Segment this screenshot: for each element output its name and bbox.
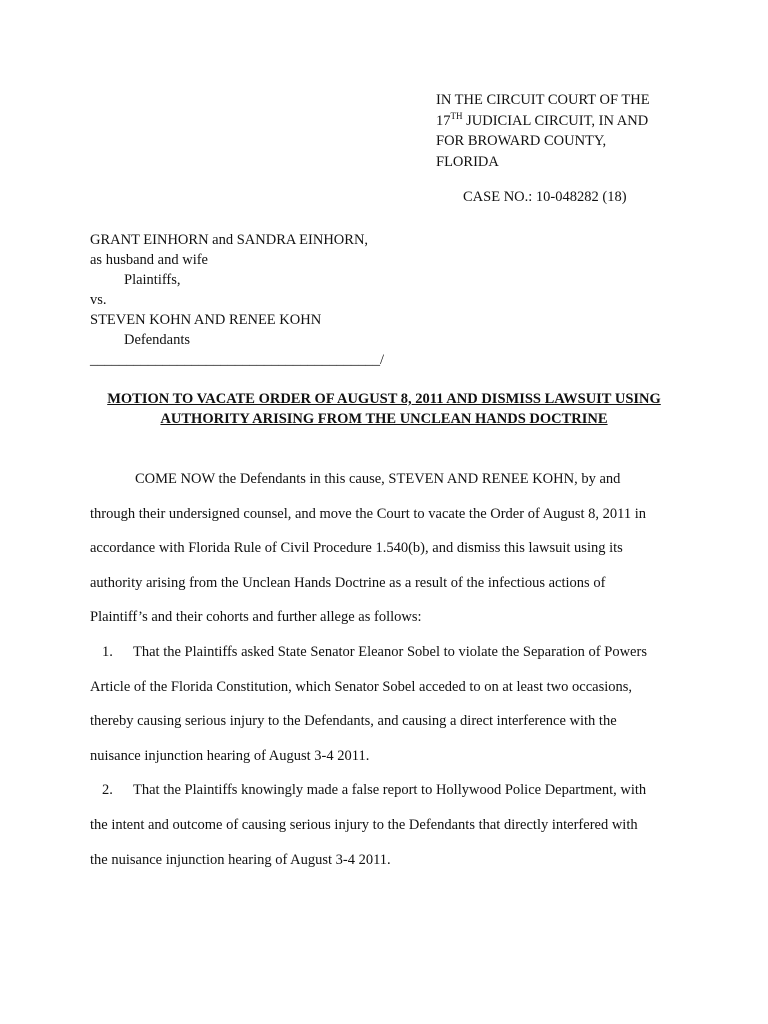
item-text: That the Plaintiffs asked State Senator Eleanor Sobel to violate the Separation of Powers xyxy=(133,643,647,660)
item-number: 1. xyxy=(102,643,113,660)
intro-line: through their undersigned counsel, and move the Court to vacate the Order of August 8, 2011 in xyxy=(90,505,646,522)
item-line: Article of the Florida Constitution, which Senator Sobel acceded to on at least two occasions, xyxy=(90,678,633,695)
item-first-line xyxy=(90,635,690,670)
motion-title xyxy=(80,389,688,429)
numbered-item-2 xyxy=(90,773,690,877)
circuit-number: 17 xyxy=(436,112,451,129)
court-header-line4: FLORIDA xyxy=(436,153,499,170)
case-number: CASE NO.: 10-048282 (18) xyxy=(463,189,627,205)
motion-title-line1: MOTION TO VACATE ORDER OF AUGUST 8, 2011 AND DISMISS LAWSUIT USING xyxy=(107,391,661,407)
court-header-line2-rest: JUDICIAL CIRCUIT, IN AND xyxy=(462,112,649,129)
defendants-label: Defendants xyxy=(124,332,191,348)
intro-line: Plaintiff’s and their cohorts and further allege as follows: xyxy=(90,609,422,626)
court-header xyxy=(436,90,736,172)
caption-rule-line: ________________________________________/ xyxy=(90,352,385,368)
intro-line: accordance with Florida Rule of Civil Procedure 1.540(b), and dismiss this lawsuit using its xyxy=(90,540,623,557)
item-line: the intent and outcome of causing serious injury to the Defendants that directly interfered with xyxy=(90,816,638,833)
item-number: 2. xyxy=(102,782,113,799)
motion-body xyxy=(90,462,690,877)
versus-label: vs. xyxy=(90,292,107,308)
defendants-names: STEVEN KOHN AND RENEE KOHN xyxy=(90,312,322,328)
item-line: nuisance injunction hearing of August 3-4 2011. xyxy=(90,747,370,764)
case-caption xyxy=(90,230,384,370)
intro-line: authority arising from the Unclean Hands Doctrine as a result of the infectious actions of xyxy=(90,574,606,591)
plaintiffs-relation: as husband and wife xyxy=(90,252,208,268)
court-header-line3: FOR BROWARD COUNTY, xyxy=(436,133,607,149)
court-header-line1: IN THE CIRCUIT COURT OF THE xyxy=(436,92,650,108)
circuit-ordinal-suffix: TH xyxy=(450,110,463,121)
intro-line: COME NOW the Defendants in this cause, STEVEN AND RENEE KOHN, by and xyxy=(135,471,621,487)
item-line: thereby causing serious injury to the Defendants, and causing a direct interference with the xyxy=(90,713,617,730)
court-header-line2 xyxy=(436,111,736,132)
plaintiffs-label: Plaintiffs, xyxy=(124,272,181,288)
plaintiffs-names: GRANT EINHORN and SANDRA EINHORN, xyxy=(90,232,369,248)
item-text: That the Plaintiffs knowingly made a false report to Hollywood Police Department, with xyxy=(133,782,647,799)
item-line: the nuisance injunction hearing of August 3-4 2011. xyxy=(90,851,391,868)
numbered-item-1 xyxy=(90,635,690,773)
motion-title-line2: AUTHORITY ARISING FROM THE UNCLEAN HANDS DOCTRINE xyxy=(160,411,608,427)
item-first-line xyxy=(90,773,690,808)
